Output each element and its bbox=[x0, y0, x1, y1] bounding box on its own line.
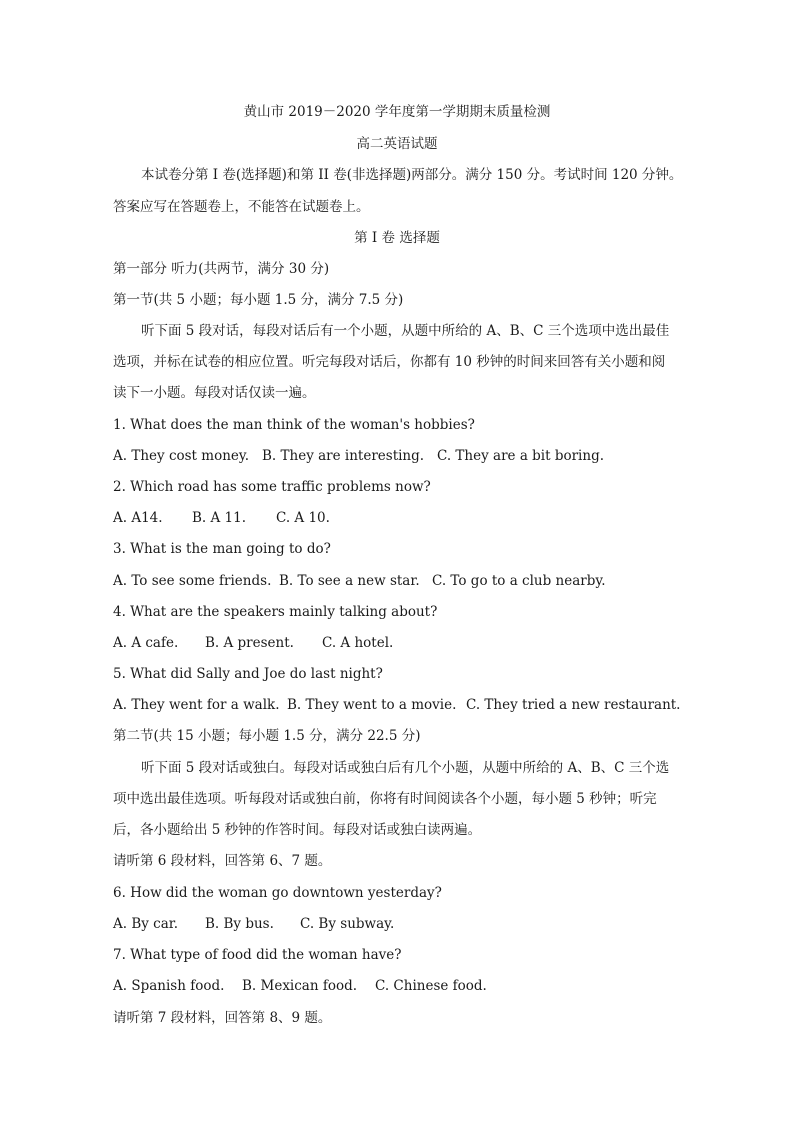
section2-instruction-3: 后，各小题给出 5 秒钟的作答时间。每段对话或独白读两遍。 bbox=[113, 822, 482, 838]
question-6: 6. How did the woman go downtown yesterday? bbox=[113, 885, 442, 901]
option-c: C. By subway. bbox=[300, 916, 395, 932]
option-a: A. By car. bbox=[113, 916, 179, 932]
option-b: B. By bus. bbox=[205, 916, 274, 932]
section1-title: 第一节(共 5 小题；每小题 1.5 分，满分 7.5 分) bbox=[113, 292, 404, 308]
question-3-options bbox=[113, 573, 606, 589]
question-5: 5. What did Sally and Joe do last night? bbox=[113, 666, 383, 682]
option-c: C. A 10. bbox=[276, 510, 330, 526]
section2-instruction-1: 听下面 5 段对话或独白。每段对话或独白后有几个小题，从题中所给的 A、B、C 三个选 bbox=[141, 760, 670, 776]
option-b: B. They went to a movie. bbox=[287, 697, 457, 713]
option-a: A. A cafe. bbox=[113, 635, 179, 651]
exam-title: 黄山市 2019－2020 学年度第一学期期末质量检测 bbox=[243, 104, 551, 120]
intro-line-2: 答案应写在答题卷上，不能答在试题卷上。 bbox=[113, 199, 370, 215]
question-7: 7. What type of food did the woman have? bbox=[113, 947, 402, 963]
section2-instruction-2: 项中选出最佳选项。听每段对话或独白前，你将有时间阅读各个小题，每小题 5 秒钟；听完 bbox=[113, 791, 657, 807]
question-5-options bbox=[113, 697, 680, 713]
option-c: C. Chinese food. bbox=[375, 978, 487, 994]
question-2-options bbox=[113, 510, 330, 526]
question-2: 2. Which road has some traffic problems now? bbox=[113, 479, 431, 495]
intro-line-1: 本试卷分第 I 卷(选择题)和第 II 卷(非选择题)两部分。满分 150 分。考试时间 120 分钟。 bbox=[141, 167, 683, 183]
material-7-note: 请听第 7 段材料，回答第 8、9 题。 bbox=[113, 1010, 332, 1026]
option-a: A. They cost money. bbox=[113, 448, 250, 464]
section1-instruction-2: 选项，并标在试卷的相应位置。听完每段对话后，你都有 10 秒钟的时间来回答有关小题和阅 bbox=[113, 354, 666, 370]
option-b: B. To see a new star. bbox=[279, 573, 420, 589]
question-7-options bbox=[113, 978, 487, 994]
part1-title: 第一部分 听力(共两节，满分 30 分) bbox=[113, 261, 330, 277]
option-b: B. They are interesting. bbox=[262, 448, 425, 464]
option-c: C. A hotel. bbox=[322, 635, 394, 651]
option-a: A. Spanish food. bbox=[113, 978, 225, 994]
option-a: A. They went for a walk. bbox=[113, 697, 280, 713]
volume-title: 第 I 卷 选择题 bbox=[354, 230, 440, 246]
question-1: 1. What does the man think of the woman's hobbies? bbox=[113, 417, 475, 433]
exam-subtitle: 高二英语试题 bbox=[356, 136, 438, 152]
option-b: B. Mexican food. bbox=[242, 978, 358, 994]
question-1-options bbox=[113, 448, 604, 464]
question-6-options bbox=[113, 916, 394, 932]
option-a: A. To see some friends. bbox=[113, 573, 272, 589]
option-b: B. A 11. bbox=[192, 510, 247, 526]
material-6-note: 请听第 6 段材料，回答第 6、7 题。 bbox=[113, 853, 332, 869]
option-c: C. They tried a new restaurant. bbox=[466, 697, 681, 713]
section1-instruction-1: 听下面 5 段对话，每段对话后有一个小题，从题中所给的 A、B、C 三个选项中选出最佳 bbox=[141, 323, 670, 339]
question-3: 3. What is the man going to do? bbox=[113, 541, 331, 557]
option-b: B. A present. bbox=[205, 635, 294, 651]
question-4-options bbox=[113, 635, 393, 651]
option-c: C. To go to a club nearby. bbox=[432, 573, 606, 589]
option-c: C. They are a bit boring. bbox=[437, 448, 605, 464]
option-a: A. A14. bbox=[113, 510, 163, 526]
question-4: 4. What are the speakers mainly talking about? bbox=[113, 604, 438, 620]
section1-instruction-3: 读下一小题。每段对话仅读一遍。 bbox=[113, 385, 316, 401]
section2-title: 第二节(共 15 小题；每小题 1.5 分，满分 22.5 分) bbox=[113, 728, 421, 744]
